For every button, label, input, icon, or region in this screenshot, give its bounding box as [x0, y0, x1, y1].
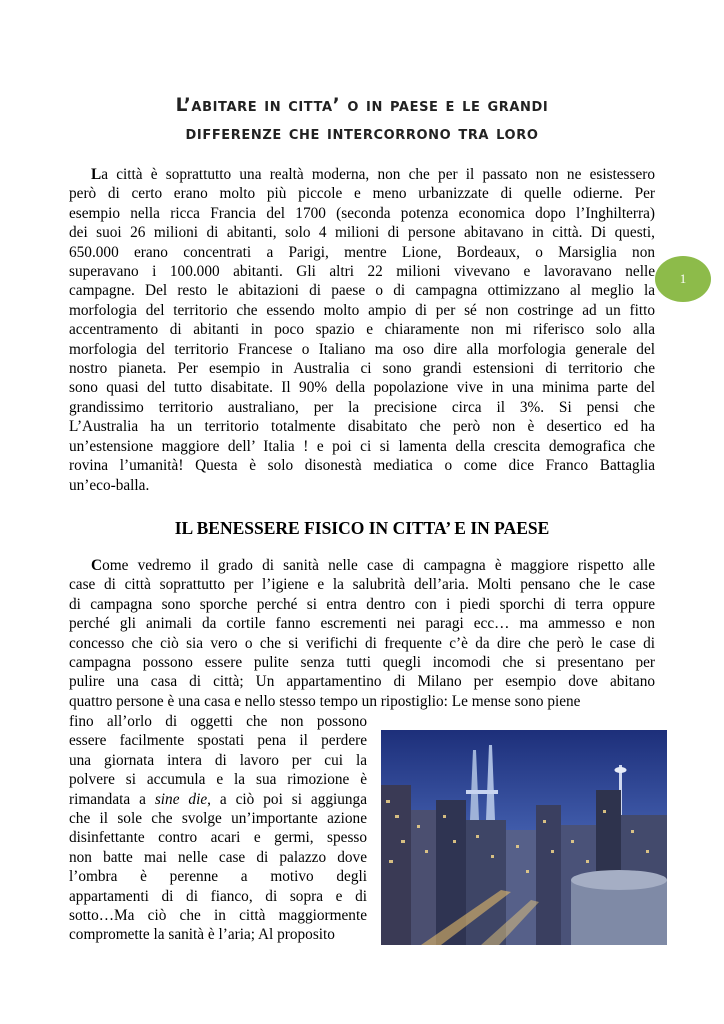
title-line-1: L’abitare in citta’ o in paese e le grandi	[175, 95, 549, 116]
title-line-2: differenze che intercorrono tra loro	[185, 123, 539, 144]
text-line: essere facilmente spostati pena il perdere	[69, 732, 367, 750]
paragraph-3	[69, 712, 367, 945]
text-line: l’ombra è perenne a motivo degli	[69, 868, 367, 886]
section-heading: IL BENESSERE FISICO IN CITTA’ E IN PAESE	[174, 518, 550, 538]
text-line: pulire una casa di città; Un appartamentino di Milano per esempio dove abitano	[69, 673, 655, 691]
page-number-badge: 1	[655, 256, 711, 302]
text-line: quattro persone è una casa e nello stesso tempo un ripostiglio: Le mense sono piene	[69, 692, 581, 710]
text-line: di campagna sono sporche perché si entra dentro con i piedi sporchi di terra oppure	[69, 595, 655, 613]
text-fragment: , a ciò poi si aggiunga	[207, 790, 367, 808]
text-line	[69, 790, 367, 809]
text-line: fino all’orlo di oggetti che non possono	[69, 713, 367, 730]
text-line: accentramento di abitanti in poco spazio e chiaramente non mi riferisco solo alla	[69, 321, 655, 339]
text-line: esempio nella ricca Francia del 1700 (seconda potenza economica dopo l’Inghilterra)	[69, 204, 655, 222]
paragraph-1	[69, 165, 655, 495]
paragraph-2	[69, 556, 655, 711]
text-line: morfologia del territorio Francese o Italiano ma oso dire alla morfologia generale del	[69, 340, 655, 358]
text-line: però di certo erano molto più piccole e meno urbanizzate di quelle odierne. Per	[69, 185, 655, 203]
italic-phrase: sine die	[154, 790, 208, 808]
text-line: appartamenti di di fianco, di sopra e di	[69, 887, 367, 905]
text-line: polvere si accumula e la sua rimozione è	[69, 771, 367, 789]
text-line: 650.000 erano concentrati a Parigi, mentre Lione, Bordeaux, o Marsiglia non	[69, 243, 655, 261]
city-night-icon	[381, 730, 667, 945]
page-title	[60, 92, 664, 148]
text-line: un’eco-balla.	[69, 476, 150, 494]
text-fragment: rimandata a	[69, 790, 155, 808]
text-line: sotto…Ma ciò che in città maggiormente	[69, 907, 367, 925]
text-line: La città è soprattutto una realtà moderna, non che per il passato non ne esistessero	[91, 166, 655, 183]
text-line: nostro pianeta. Per esempio in Australia ci sono grandi estensioni di territorio che	[69, 360, 655, 378]
text-line: concesso che ciò sia vero o che si verifichi di frequente c’è da dire che però le case di	[69, 634, 655, 652]
text-line: disinfettante contro acari e germi, spesso	[69, 829, 367, 847]
text-line: un’estensione maggiore dell’ Italia ! e poi ci si lamenta della crescita demografica che	[69, 437, 655, 455]
text-line: grandissimo territorio australiano, per la precisione circa il 3%. Si pensi che	[69, 398, 655, 416]
text-line: che il sole che svolge un’importante azione	[69, 810, 367, 828]
text-line: campagne. Del resto le abitazioni di paese o di campagna ottimizzano al meglio la	[69, 282, 655, 300]
text-line: non batte mai nelle case di palazzo dove	[69, 848, 367, 866]
text-line: case di città soprattutto per l’igiene e la salubrità dell’aria. Molti pensano che le case	[69, 576, 655, 594]
city-skyline-photo	[381, 730, 667, 945]
text-line: una giornata intera di lavoro per cui la	[69, 751, 367, 769]
text-line: superavano i 100.000 abitanti. Gli altri 22 milioni vivevano e lavoravano nelle	[69, 263, 655, 281]
text-line: L’Australia ha un territorio totalmente disabitato che però non è desertico ed ha	[69, 418, 655, 436]
text-line: Come vedremo il grado di sanità nelle case di campagna è maggiore rispetto alle	[91, 557, 655, 574]
text-line: campagna possono essere pulite senza tutti quegli incomodi che si presentano per	[69, 654, 655, 672]
text-line: dei suoi 26 milioni di abitanti, solo 4 milioni di persone abitavano in città. Di questi,	[69, 224, 655, 242]
text-line: compromette la sanità è l’aria; Al proposito	[69, 926, 335, 944]
text-line: morfologia del territorio che essendo molto ampio di per sé non costringe ad un fitto	[69, 301, 655, 319]
text-line: perché gli animali da cortile fanno escrementi nei paragi ecc… ma ammesso e non	[69, 615, 655, 633]
text-line: sono quasi del tutto disabitate. Il 90% della popolazione vive in una minima parte del	[69, 379, 655, 397]
text-line: rovina l’umanità! Questa è solo disonestà mediatica o come dice Franco Battaglia	[69, 457, 655, 475]
